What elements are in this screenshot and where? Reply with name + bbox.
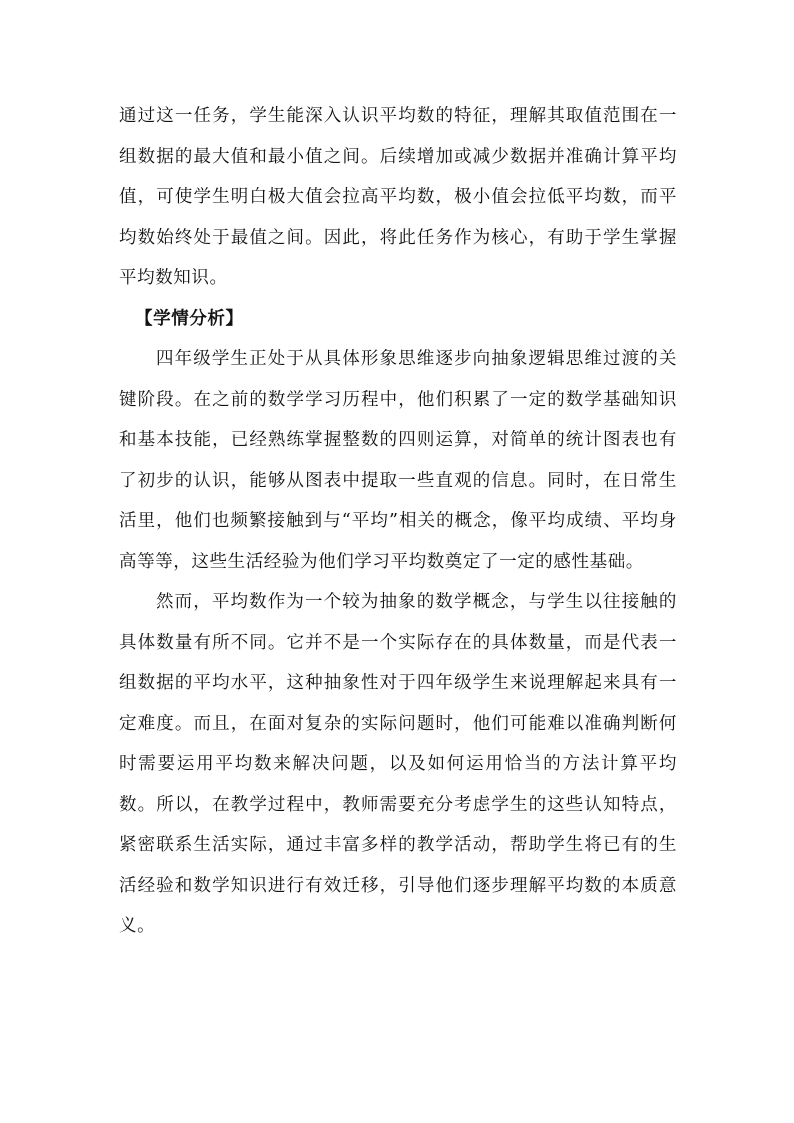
paragraph-teaching-difficulty: 然而，平均数作为一个较为抽象的数学概念，与学生以往接触的具体数量有所不同。它并不是一个实际存在的具体数量，而是代表一组数据的平均水平，这种抽象性对于四年级学生来说理解起来具有一定难度。而且，在面对复杂的实际问题时，他们可能难以准确判断何时需要运用平均数来解决问题，以及如何运用恰当的方法计算平均数。所以，在教学过程中，教师需要充分考虑学生的这些认知特点，紧密联系生活实际，通过丰富多样的教学活动，帮助学生将已有的生活经验和数学知识进行有效迁移，引导他们逐步理解平均数的本质意义。 [119, 592, 677, 936]
paragraph-student-cognition: 四年级学生正处于从具体形象思维逐步向抽象逻辑思维过渡的关键阶段。在之前的数学学习历程中，他们积累了一定的数学基础知识和基本技能，已经熟练掌握整数的四则运算，对简单的统计图表也有了初步的认识，能够从图表中提取一些直观的信息。同时，在日常生活里，他们也频繁接触到与“平均”相关的概念，像平均成绩、平均身高等等，这些生活经验为他们学习平均数奠定了一定的感性基础。 [119, 349, 677, 572]
paragraph-task-summary: 通过这一任务，学生能深入认识平均数的特征，理解其取值范围在一组数据的最大值和最小值之间。后续增加或减少数据并准确计算平均值，可使学生明白极大值会拉高平均数，极小值会拉低平均数，而平均数始终处于最值之间。因此，将此任务作为核心，有助于学生掌握平均数知识。 [119, 106, 677, 288]
document-body [119, 96, 677, 947]
section-heading-student-analysis: 【学情分析】 [135, 308, 244, 329]
